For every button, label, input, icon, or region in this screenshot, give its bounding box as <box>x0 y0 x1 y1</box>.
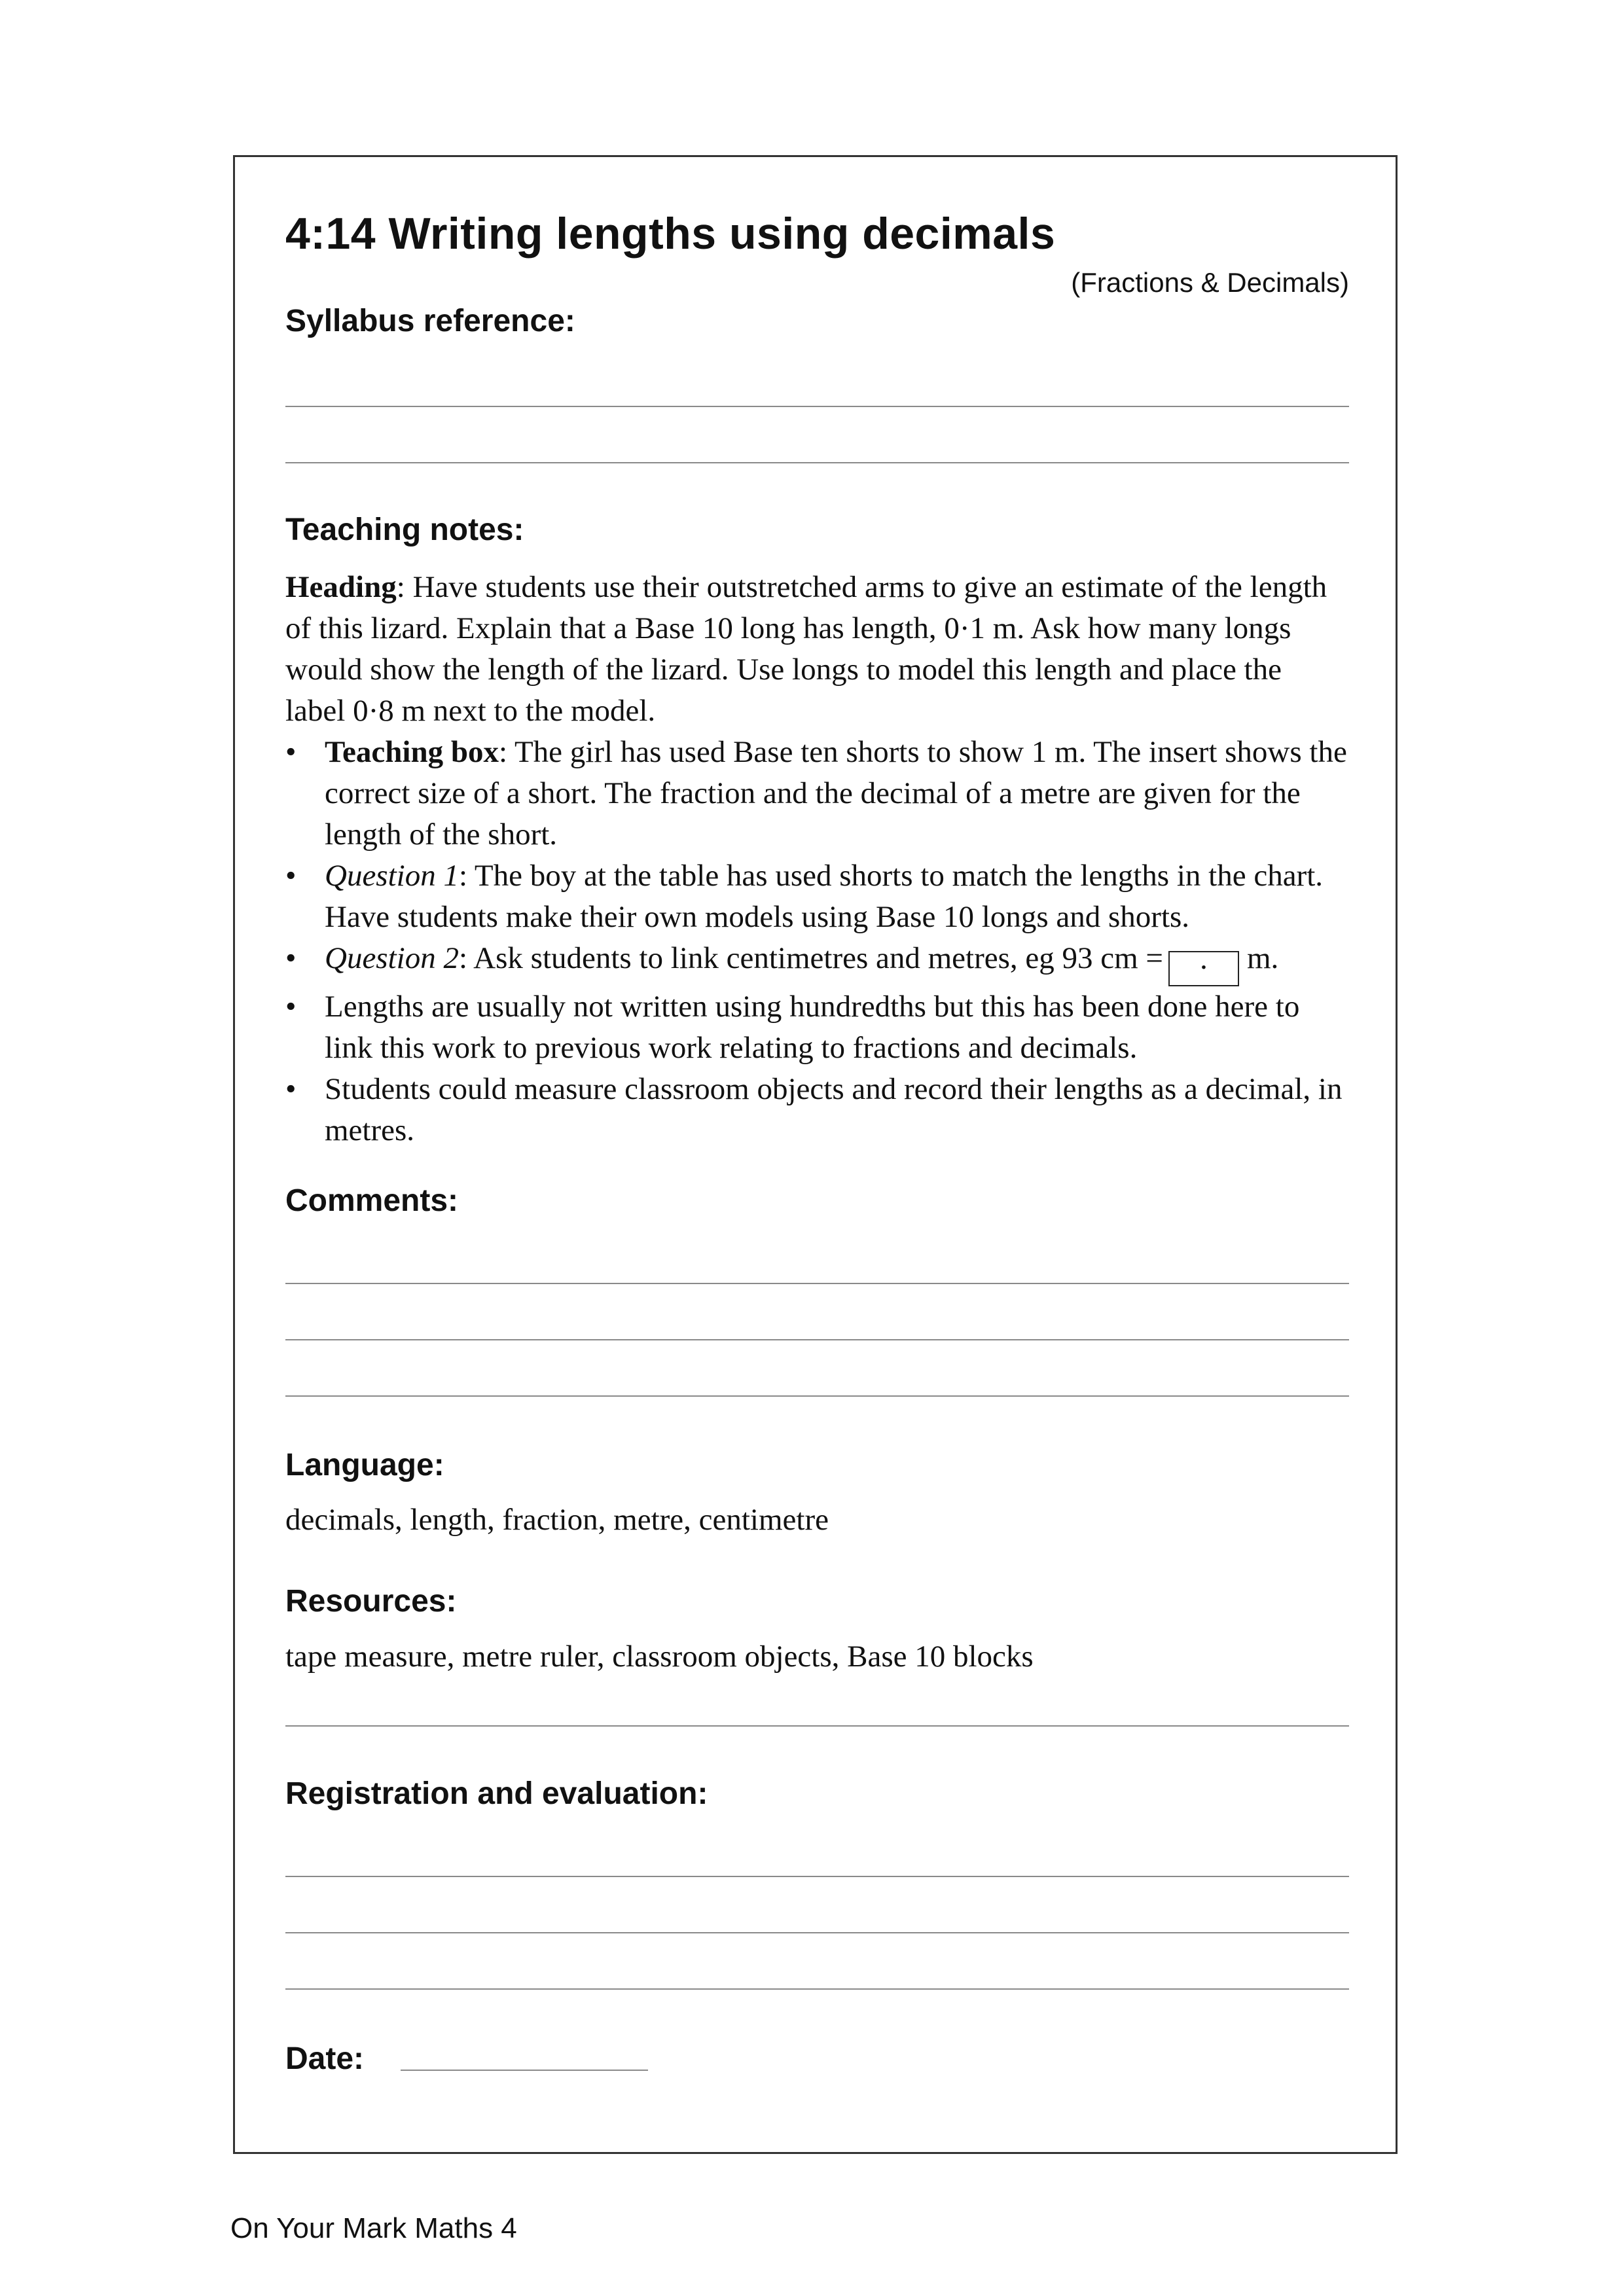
registration-heading: Registration and evaluation: <box>285 1776 708 1811</box>
bullet-icon: • <box>285 990 297 1024</box>
comments-line-1[interactable] <box>285 1283 1349 1284</box>
syllabus-heading: Syllabus reference: <box>285 304 575 338</box>
teaching-box-label: Teaching box <box>325 735 499 769</box>
comments-heading: Comments: <box>285 1183 459 1218</box>
question-2-unit: m. <box>1246 941 1279 975</box>
list-item <box>285 1069 1349 1151</box>
syllabus-line-2[interactable] <box>285 462 1349 463</box>
question-1-text: : The boy at the table has used shorts to match the lengths in the chart. Have students make their own models using Base 10 longs and shorts. <box>325 859 1324 934</box>
list-item <box>285 938 1349 986</box>
registration-line-1[interactable] <box>285 1876 1349 1877</box>
teaching-notes-body <box>285 567 1349 1151</box>
intro-bold: Heading <box>285 570 397 604</box>
question-2-text: : Ask students to link centimetres and metres, eg 93 cm = <box>458 941 1163 975</box>
page-frame <box>233 155 1398 2154</box>
topic-label: (Fractions & Decimals) <box>1071 267 1349 298</box>
question-1-label: Question 1 <box>325 859 459 893</box>
teaching-notes-heading: Teaching notes: <box>285 512 524 547</box>
footer-text: On Your Mark Maths 4 <box>230 2212 517 2244</box>
language-heading: Language: <box>285 1448 444 1482</box>
resources-heading: Resources: <box>285 1584 457 1619</box>
classroom-objects-note: Students could measure classroom objects and record their lengths as a decimal, in metres. <box>325 1072 1343 1147</box>
language-text: decimals, length, fraction, metre, centimetre <box>285 1503 829 1537</box>
list-item <box>285 855 1349 938</box>
resources-line[interactable] <box>285 1725 1349 1727</box>
answer-box: · <box>1168 951 1239 986</box>
hundredths-note: Lengths are usually not written using hundredths but this has been done here to link this work to previous work relating to fractions and decimals. <box>325 990 1300 1065</box>
page-title: 4:14 Writing lengths using decimals <box>285 209 1056 259</box>
bullet-icon: • <box>285 941 297 975</box>
bullet-icon: • <box>285 735 297 769</box>
bullet-icon: • <box>285 859 297 893</box>
intro-text: : Have students use their outstretched arms to give an estimate of the length of this lizard. Explain that a Base 10 long has length, 0·1 m. Ask how many longs would show the length of the lizard. Use longs to model this length and place the label 0·8 m next to the model. <box>285 570 1327 728</box>
list-item <box>285 732 1349 855</box>
registration-line-3[interactable] <box>285 1988 1349 1990</box>
bullet-icon: • <box>285 1072 297 1106</box>
teaching-box-text: : The girl has used Base ten shorts to show 1 m. The insert shows the correct size of a short. The fraction and the decimal of a metre are given for the length of the short. <box>325 735 1347 852</box>
syllabus-line-1[interactable] <box>285 406 1349 407</box>
registration-line-2[interactable] <box>285 1932 1349 1933</box>
comments-line-2[interactable] <box>285 1339 1349 1340</box>
intro-paragraph <box>285 567 1349 732</box>
resources-text: tape measure, metre ruler, classroom objects, Base 10 blocks <box>285 1640 1034 1674</box>
comments-line-3[interactable] <box>285 1395 1349 1397</box>
question-2-label: Question 2 <box>325 941 459 975</box>
list-item <box>285 986 1349 1069</box>
date-field-line[interactable] <box>401 2070 648 2071</box>
date-label: Date: <box>285 2041 365 2076</box>
notes-list <box>285 732 1349 1151</box>
